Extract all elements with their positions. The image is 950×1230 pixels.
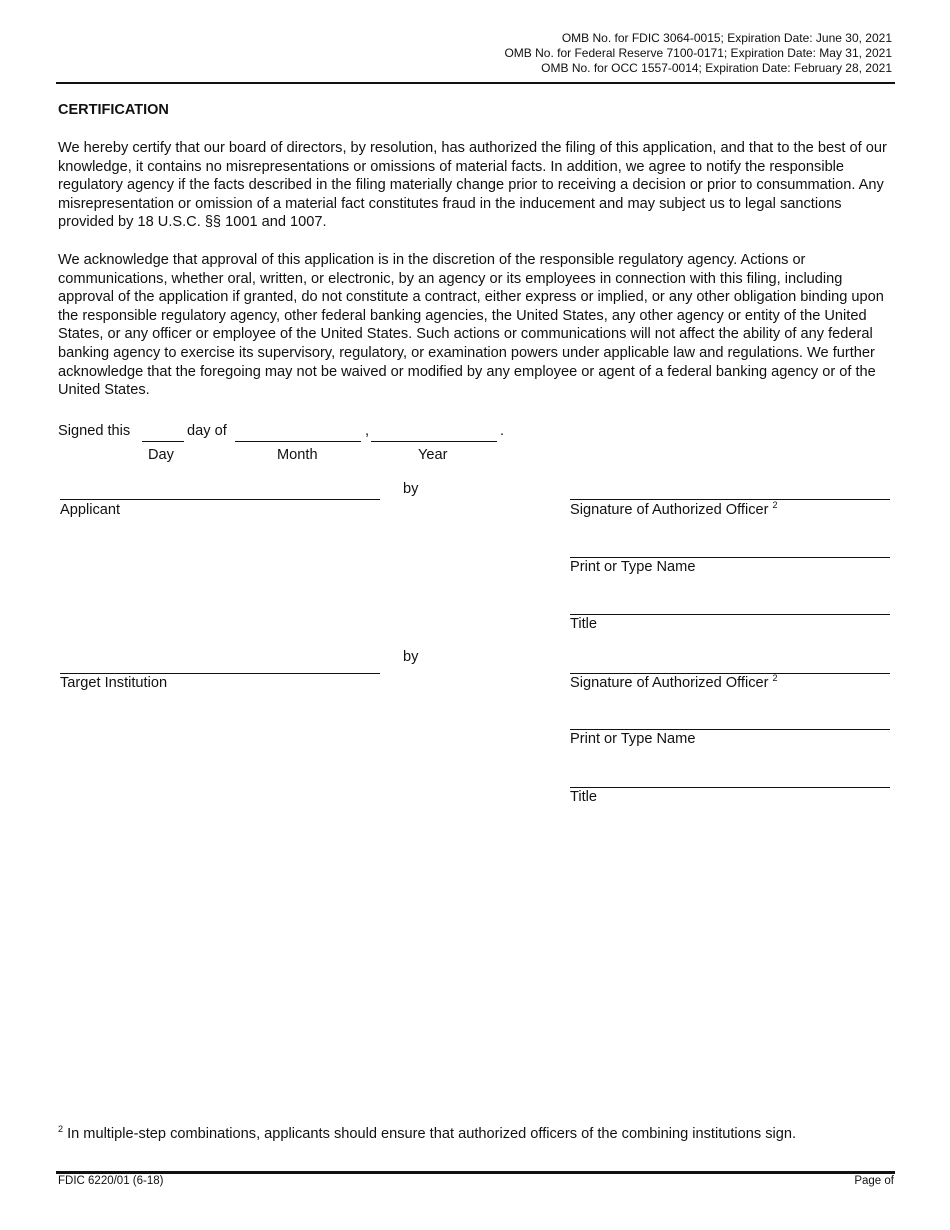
footnote-text: In multiple-step combinations, applicants should ensure that authorized officers of the combining institutions sign. <box>63 1126 797 1142</box>
target-title-label: Title <box>570 789 598 805</box>
applicant-title-label: Title <box>570 616 598 632</box>
footnote-marker: 2 <box>58 1124 64 1135</box>
year-field[interactable] <box>371 441 497 442</box>
acknowledgement-paragraph-2: We acknowledge that approval of this application is in the discretion of the responsible regulatory agency. Actions or communications, whether oral, written, or electronic, by an agency or its employees in connection with this filing, including approval of the application if granted, do not constitute a contract, either express or implied, or any other obligation binding upon the responsible regulatory agency, other federal banking agencies, the United States, any other agency or entity of the United States, or any officer or employee of the United States. Such actions or communications will not affect the ability of any federal banking agency to exercise its supervisory, regulatory, or examination powers under applicable law and regulations. We further acknowledge that the foregoing may not be waived or modified by any employee or agent of a federal banking agency or of the United States. <box>58 252 884 399</box>
target-signature-field[interactable] <box>570 673 890 674</box>
footer-rule <box>56 1171 895 1174</box>
by-label: by <box>403 481 419 497</box>
applicant-name-field[interactable] <box>60 499 380 500</box>
target-title-field[interactable] <box>570 787 890 788</box>
target-signature-label: Signature of Authorized Officer $^2$ <box>570 673 778 691</box>
year-label: Year <box>418 447 448 463</box>
comma-separator: , <box>365 423 370 439</box>
day-label: Day <box>148 447 174 463</box>
target-institution-label: Target Institution <box>60 675 168 691</box>
month-label: Month <box>277 447 318 463</box>
signed-this-label: Signed this <box>58 423 131 439</box>
header-rule <box>56 82 895 84</box>
omb-fdic-line: OMB No. for FDIC 3064-0015; Expiration Date: June 30, 2021 <box>561 31 892 45</box>
target-print-name-label: Print or Type Name <box>570 731 696 747</box>
applicant-print-name-label: Print or Type Name <box>570 559 696 575</box>
applicant-label: Applicant <box>60 502 121 518</box>
month-field[interactable] <box>235 441 361 442</box>
applicant-printed-name-field[interactable] <box>570 557 890 558</box>
footnote <box>58 1126 796 1142</box>
omb-occ-line: OMB No. for OCC 1557-0014; Expiration Date: February 28, 2021 <box>541 61 892 75</box>
omb-frb-line: OMB No. for Federal Reserve 7100-0171; Expiration Date: May 31, 2021 <box>504 46 892 60</box>
target-printed-name-field[interactable] <box>570 729 890 730</box>
day-field[interactable] <box>142 441 184 442</box>
applicant-title-field[interactable] <box>570 614 890 615</box>
applicant-signature-label: Signature of Authorized Officer $^2$ <box>570 500 778 518</box>
footnote-ref: 2 <box>772 500 778 511</box>
day-of-label: day of <box>187 423 227 439</box>
applicant-signature-field[interactable] <box>570 499 890 500</box>
certification-paragraph-1: We hereby certify that our board of directors, by resolution, has authorized the filing of this application, and that to the best of our knowledge, it contains no misrepresentations or omissions of material facts. In addition, we agree to notify the responsible regulatory agency if the facts described in the filing materially change prior to receiving a decision or prior to consummation. Any misrepresentation or omission of a material fact constitutes fraud in the inducement and may subject us to legal sanctions provided by 18 U.S.C. §§ 1001 and 1007. <box>58 140 887 231</box>
by-label: by <box>403 649 419 665</box>
form-id: FDIC 6220/01 (6-18) <box>58 1175 164 1187</box>
footnote-ref: 2 <box>772 673 778 684</box>
target-institution-name-field[interactable] <box>60 673 380 674</box>
section-title: CERTIFICATION <box>58 102 169 118</box>
page-number: Page of <box>854 1175 894 1187</box>
period-mark: . <box>500 423 505 439</box>
